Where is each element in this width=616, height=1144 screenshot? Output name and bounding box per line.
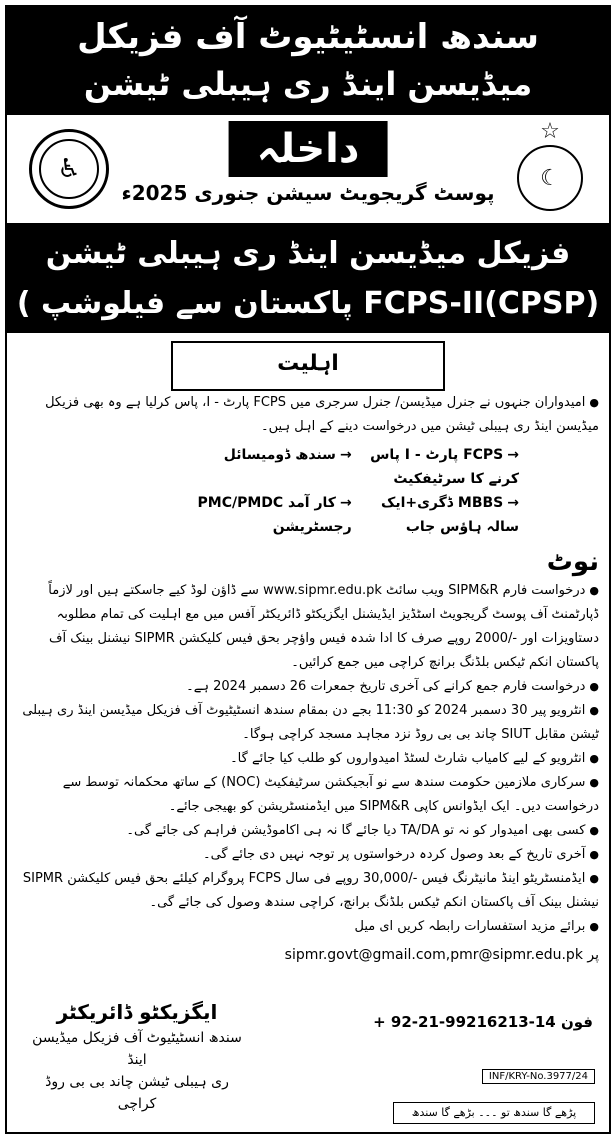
crest-icon: ☾ <box>517 145 583 211</box>
institute-name-line2: میڈیسن اینڈ ری ہیبلی ٹیشن <box>83 65 533 103</box>
program-name: فزیکل میڈیسن اینڈ ری ہیبلی ٹیشن <box>45 236 571 271</box>
slogan-footer: پڑھے گا سندھ تو ۔۔۔ بڑھے گا سندھ <box>393 1102 595 1124</box>
institute-header <box>7 7 609 115</box>
note-item: ● درخواست فارم SIPM&R ویب سائٹ www.sipmr.edu.pk سے ڈاؤن لوڈ کیے جاسکتے ہیں اور لازماً ڈپارٹمنٹ آف پوسٹ گریجویٹ اسٹڈیز ایڈیشنل ایگزیکٹو ڈائریکٹر آفس میں مع اہلیت کی تمام مطلوبہ دستاویزات اور -/2000 روپے صرف کا ادا شدہ فیس واؤچر بحق فیس کلیکشن SIPMR نیشنل بینک آف پاکستان انکم ٹیکس بلڈنگ برانچ کراچی میں جمع کرائیں۔ <box>17 579 599 675</box>
contact-phone-row <box>373 1013 593 1031</box>
signatory-address-line1: سندھ انسٹیٹیوٹ آف فزیکل میڈیسن اینڈ <box>32 1030 242 1068</box>
note-item: ● برائے مزید استفسارات رابطہ کریں ای میل <box>17 915 599 939</box>
content-body <box>7 391 609 967</box>
notes-heading: نوٹ <box>546 547 599 577</box>
institute-name-line1: سندھ انسٹیٹیوٹ آف فزیکل <box>77 17 539 57</box>
requirement-item: → MBBS ڈگری+ایک سالہ ہاؤس جاب <box>352 491 519 539</box>
requirement-item: → سندھ ڈومیسائل <box>184 443 351 491</box>
note-item: ● ایڈمنسٹریٹو اینڈ مانیٹرنگ فیس -/30,000 روپے فی سال FCPS پروگرام کیلئے بحق فیس کلیکشن SIPMR نیشنل بینک آف پاکستان انکم ٹیکس بلڈنگ برانچ، کراچی سندھ وصول کی جائے گی۔ <box>17 867 599 915</box>
signatory-title: ایگزیکٹو ڈائریکٹر <box>56 1000 218 1024</box>
note-item: ● درخواست فارم جمع کرانے کی آخری تاریخ جمعرات 26 دسمبر 2024 ہے۔ <box>17 675 599 699</box>
program-banner <box>7 225 609 333</box>
eligibility-text: ● امیدواران جنہوں نے جنرل میڈیسن/ جنرل سرجری میں FCPS پارٹ - I، پاس کرلیا ہے وہ بھی فزیکل میڈیسن اینڈ ری ہیبلی ٹیشن میں درخواست دینے کے اہل ہیں۔ <box>17 391 599 439</box>
sindh-government-emblem <box>513 121 587 215</box>
note-item: ● سرکاری ملازمین حکومت سندھ سے نو آبجیکشن سرٹیفکیٹ (NOC) کے ساتھ محکمانہ توسط سے درخواست دیں۔ ایک ایڈوانس کاپی SIPM&R میں ایڈمنسٹریشن کو بھیجی جائے۔ <box>17 771 599 819</box>
note-item: ● کسی بھی امیدوار کو نہ تو TA/DA دیا جائے گا نہ ہی اکاموڈیشن فراہم کی جائے گی۔ <box>17 819 599 843</box>
admission-title: داخلہ <box>229 121 388 177</box>
advertisement-page <box>5 5 611 1134</box>
signature-block <box>27 997 247 1115</box>
requirement-item: → کار آمد PMC/PMDC رجسٹریشن <box>184 491 351 539</box>
note-item: ● انٹرویو پیر 30 دسمبر 2024 کو 11:30 بجے دن بمقام سندھ انسٹیٹیوٹ آف فزیکل میڈیسن اینڈ ری ہیبلی ٹیشن مقابل SIUT چاند بی بی روڈ نزد مجاہد مسجد کراچی ہوگا۔ <box>17 699 599 747</box>
logo-row <box>7 115 609 225</box>
reference-number: INF/KRY-No.3977/24 <box>482 1069 595 1084</box>
contact-email[interactable]: sipmr.govt@gmail.com,pmr@sipmr.edu.pk <box>284 947 583 963</box>
note-item: ● انٹرویو کے لیے کامیاب شارٹ لسٹڈ امیدواروں کو طلب کیا جائے گا۔ <box>17 747 599 771</box>
session-title: پوسٹ گریجویٹ سیشن جنوری 2025ء <box>121 181 495 205</box>
eligibility-requirements <box>17 443 599 539</box>
notes-list <box>17 579 599 939</box>
requirement-item: → FCPS پارٹ - I پاس کرنے کا سرٹیفکیٹ <box>352 443 519 491</box>
wheelchair-icon: ♿ <box>39 139 99 199</box>
phone-prefix: فون <box>560 1013 593 1031</box>
signatory-address-line2: ری ہیبلی ٹیشن چاند بی بی روڈ کراچی <box>45 1074 229 1112</box>
program-fellowship: (CPSP)FCPS-II پاکستان سے فیلوشپ ) <box>16 286 600 321</box>
note-item: ● آخری تاریخ کے بعد وصول کردہ درخواستوں پر توجہ نہیں دی جائے گی۔ <box>17 843 599 867</box>
contact-email-row <box>17 943 599 967</box>
star-icon: ☆ <box>540 119 560 144</box>
contact-phone: + 92-21-99216213-14 <box>373 1013 556 1031</box>
eligibility-heading: اہلیت <box>171 341 445 391</box>
email-prefix: پر <box>587 947 599 963</box>
